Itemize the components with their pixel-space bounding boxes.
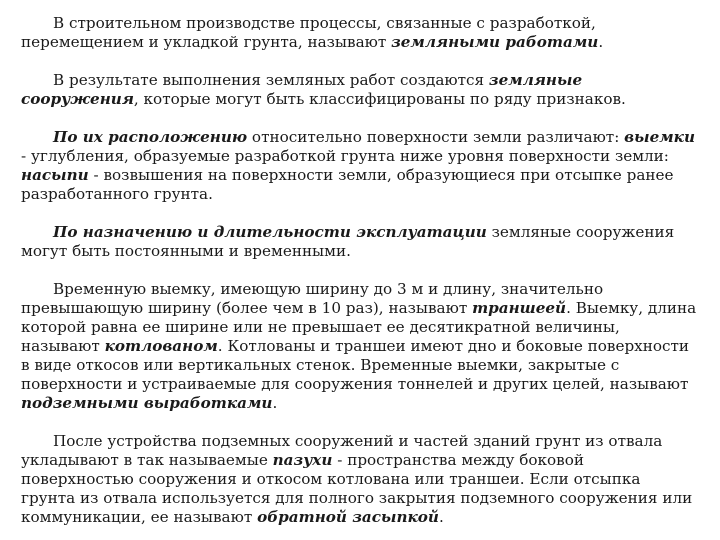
term-trench: траншеей [472, 299, 567, 317]
text-segment: После устройства подземных сооружений и частей зданий грунт из отвала укладывают в так называемые [21, 432, 663, 469]
text-segment: . [272, 394, 278, 412]
term-pit: котлованом [104, 337, 218, 355]
text-segment: . [598, 33, 604, 51]
text-segment: - возвышения на поверхности земли, образующиеся при отсыпке ранее разработанного грунта. [21, 166, 674, 203]
text-segment: . Выемку, длина которой равна ее ширине или не превышает ее десятикратной величины, называют [21, 299, 697, 355]
paragraph-earthworks-definition [21, 14, 699, 52]
term-embankments: насыпи [21, 166, 89, 184]
term-underground-workings: подземными выработками [21, 394, 273, 412]
term-sinuses: пазухи [272, 451, 333, 469]
text-segment: - углубления, образуемые разработкой грунта ниже уровня поверхности земли: [21, 147, 669, 165]
text-segment: . Котлованы и траншеи имеют дно и боковые поверхности в виде откосов или вертикальных стенок. Временные выемки, закрытые с поверхности и устраиваемые для сооружения тоннелей и других целей, называют [21, 337, 690, 393]
term-by-purpose: По назначению и длительности эксплуатации [53, 223, 487, 241]
paragraph-by-location [21, 128, 699, 204]
text-segment: , которые могут быть классифицированы по ряду признаков. [133, 90, 626, 108]
term-backfill: обратной засыпкой [257, 508, 439, 526]
paragraph-trenches-pits [21, 280, 699, 413]
text-segment: - пространства между боковой поверхностью сооружения и откосом котлована или траншеи. Если отсыпка грунта из отвала используется для полного закрытия подземного сооружения или коммуникации, ее называют [21, 451, 693, 526]
text-segment: земляные сооружения могут быть постоянными и временными. [21, 223, 675, 260]
text-segment: Временную выемку, имеющую ширину до 3 м и длину, значительно превышающую ширину (более чем в 10 раз), называют [21, 280, 604, 317]
term-by-location: По их расположению [53, 128, 248, 146]
text-segment: относительно поверхности земли различают: [247, 128, 625, 146]
paragraph-earth-structures [21, 71, 699, 109]
term-earth-structures: земляные сооружения [21, 71, 583, 108]
document-body [21, 14, 699, 527]
term-excavations: выемки [624, 128, 696, 146]
text-segment: В результате выполнения земляных работ создаются [53, 71, 489, 89]
paragraph-backfill [21, 432, 699, 527]
text-segment: . [438, 508, 444, 526]
text-segment: В строительном производстве процессы, связанные с разработкой, перемещением и укладкой грунта, называют [21, 14, 596, 51]
paragraph-by-purpose [21, 223, 699, 261]
term-earthworks: земляными работами [391, 33, 599, 51]
